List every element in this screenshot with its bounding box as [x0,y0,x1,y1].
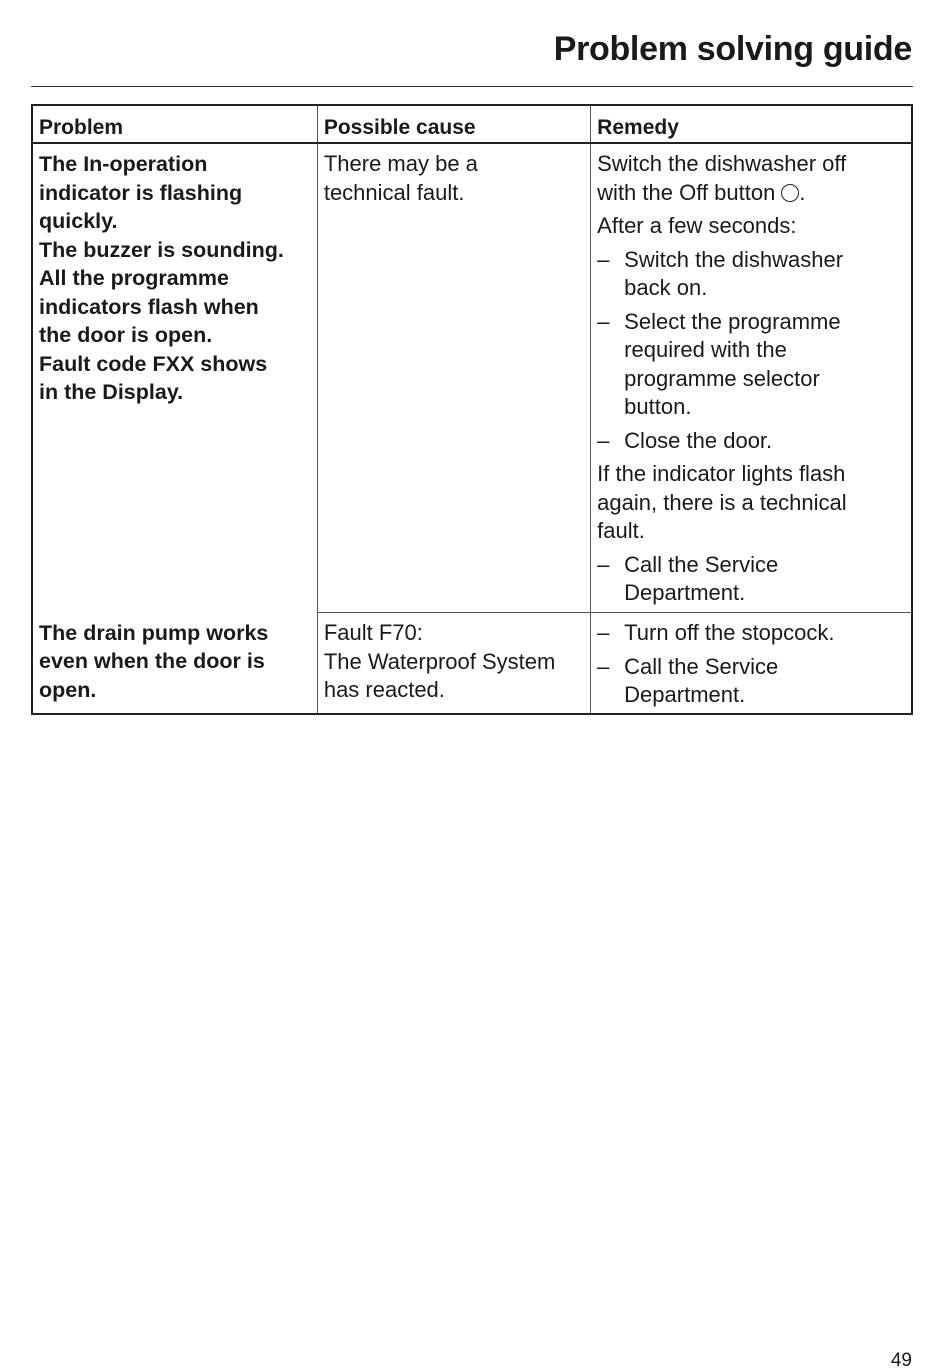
column-header-remedy: Remedy [591,105,912,143]
column-header-possible-cause: Possible cause [317,105,590,143]
cause-line: Fault F70: [323,620,423,645]
problem-solving-table [31,104,913,715]
bullet-dash: – [597,620,610,645]
remedy-line: with the Off button [597,179,776,205]
bullet-dash: – [597,308,610,334]
remedy-step [597,308,905,422]
remedy-cell [591,143,912,613]
problem-cell [32,613,317,715]
cause-cell [317,143,590,613]
remedy-line: back on. [624,275,708,300]
problem-cell [32,143,317,613]
problem-line: The drain pump works [39,620,269,645]
cause-line: The Waterproof System [323,648,556,674]
remedy-line: Department. [624,580,746,605]
remedy-step [597,427,905,456]
table-header-row [32,105,912,143]
remedy-line: required with the [624,337,787,362]
problem-line: in the Display. [39,380,184,404]
problem-line: Fault code FXX shows [39,351,268,376]
remedy-line: Switch the dishwasher off [597,151,847,176]
problem-line: The In-operation [39,152,208,176]
problem-line: indicators flash when [39,294,259,319]
remedy-intro: Switch the dishwasher off with the Off button . [597,151,847,205]
problem-line: indicator is flashing [39,180,243,205]
column-header-problem: Problem [32,105,317,143]
remedy-line: fault. [597,518,645,543]
remedy-line: Turn off the stopcock. [624,620,835,645]
remedy-step [597,551,905,608]
cause-line: technical fault. [323,179,465,205]
remedy-line: button. [624,394,692,419]
table-row [32,613,912,715]
remedy-line: Call the Service [624,653,779,679]
remedy-line: If the indicator lights flash [597,461,846,486]
remedy-step [597,246,905,303]
problem-line: The buzzer is sounding. [39,237,284,262]
remedy-line: Department. [624,682,746,707]
remedy-after: After a few seconds: [597,213,797,238]
off-button-circle-icon [781,184,799,202]
remedy-line: Close the door. [624,427,773,453]
problem-line: quickly. [39,209,118,233]
remedy-line: Call the Service [624,551,779,577]
remedy-step [597,653,905,710]
page-title: Problem solving guide [553,30,912,68]
bullet-dash: – [597,427,610,453]
remedy-cell [591,613,912,715]
page-number: 49 [890,1350,912,1371]
problem-line: open. [39,677,97,702]
bullet-dash: – [597,246,610,272]
problem-line: All the programme [39,266,229,290]
cause-line: There may be a [323,151,478,176]
cause-cell [317,613,590,715]
remedy-line: Switch the dishwasher [624,246,844,272]
bullet-dash: – [597,551,610,577]
remedy-line: Select the programme [624,308,841,334]
title-divider [31,86,913,87]
problem-line: even when the door is [39,649,265,673]
remedy-note [597,460,905,546]
remedy-step [597,619,905,648]
table-row [32,143,912,613]
cause-line: has reacted. [323,677,445,702]
bullet-dash: – [597,653,610,679]
problem-line: the door is open. [39,323,213,347]
remedy-line: programme selector [624,365,820,391]
remedy-line: again, there is a technical [597,489,847,515]
